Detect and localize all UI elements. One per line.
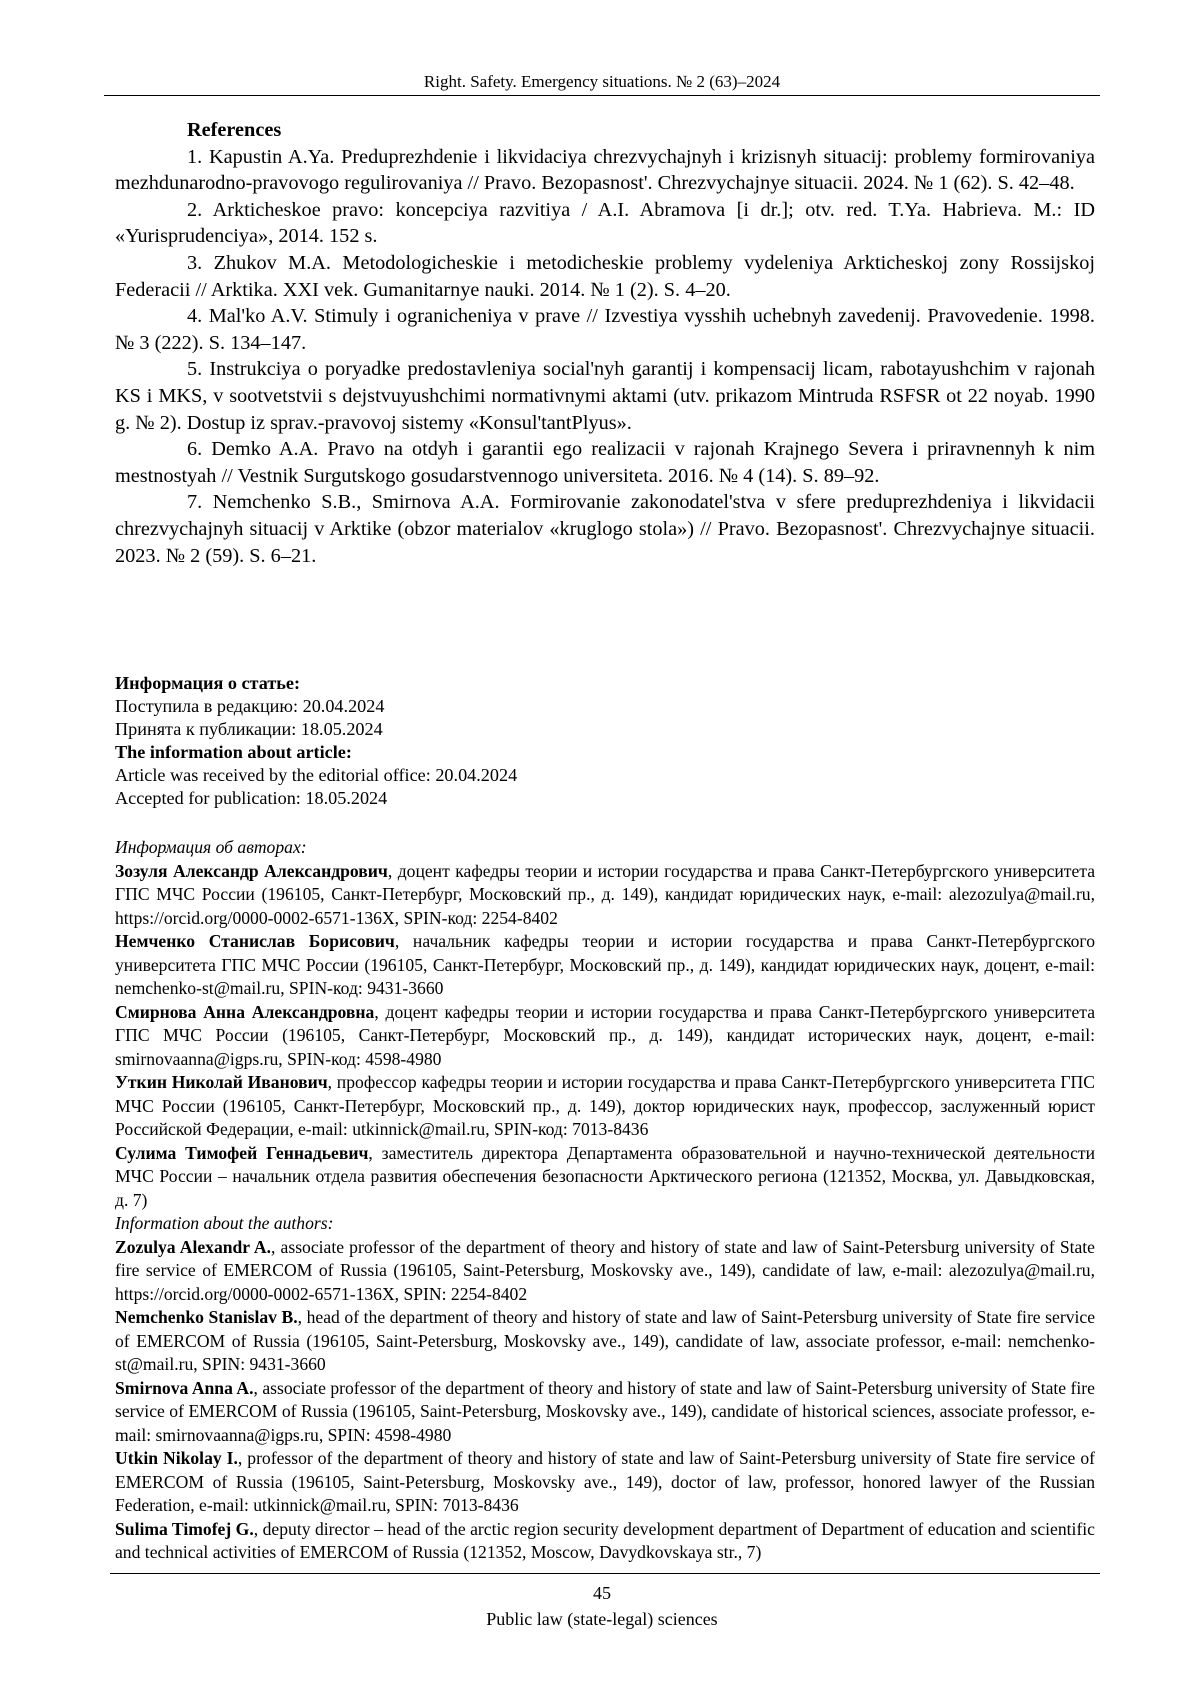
authors-ru-heading: Информация об авторах: [115,837,307,857]
reference-item: 2. Arkticheskoe pravo: koncepciya razvitiya / A.I. Abramova [i dr.]; otv. red. T.Ya. Habrieva. M.: ID «Yurisprudenciya», 2014. 152 s. [115,198,1095,248]
author-details: , заместитель директора Департамента образовательной и научно-технической деятельности МЧС России – начальник отдела развития обеспечения безопасности Арктического региона (121352, Москва, ул. Давыдковская, д. 7) [115,1142,1095,1210]
author-entry-en [115,1447,1095,1518]
author-name: Zozulya Alexandr A. [115,1236,272,1257]
author-details: , доцент кафедры теории и истории государства и права Санкт-Петербургского университета ГПС МЧС России (196105, Санкт-Петербург, Московский пр., д. 149), кандидат юридических наук, e-mail: alezozulya@mail.ru, https://orcid.org/0000-0002-6571-136X, SPIN-код: 2254-8402 [115,860,1096,928]
author-details: , начальник кафедры теории и истории государства и права Санкт-Петербургского университета ГПС МЧС России (196105, Санкт-Петербург, Московский пр., д. 149), кандидат юридических наук, доцент, e-mail: nemchenko-st@mail.ru, SPIN-код: 9431-3660 [115,931,1095,998]
page-footer [104,1580,1100,1632]
author-details: , associate professor of the department of theory and history of state and law of Saint-Petersburg university of State fire service of EMERCOM of Russia (196105, Saint-Petersburg, Moskovsky ave., 149), candidate of historical sciences, associate professor, e-mail: smirnovaanna@igps.ru, SPIN: 4598-4980 [115,1377,1095,1445]
author-name: Utkin Nikolay I. [115,1448,238,1468]
author-name: Smirnova Anna A. [115,1377,254,1398]
page-number: 45 [593,1583,611,1603]
author-name: Nemchenko Stanislav B. [115,1307,298,1327]
article-info-ru-title: Информация о статье: [115,673,301,693]
running-header: Right. Safety. Emergency situations. № 2 (63)–2024 [423,72,781,91]
article-info-ru-accepted: Принята к публикации: 18.05.2024 [115,719,383,739]
author-entry-en [115,1236,1095,1307]
author-entry-en [115,1377,1095,1448]
author-name: Sulima Timofej G. [115,1518,254,1539]
author-details: , head of the department of theory and history of state and law of Saint-Petersburg university of State fire service of EMERCOM of Russia (196105, Saint-Petersburg, Moskovsky ave., 149), candidate of law, associate professor, e-mail: nemchenko-st@mail.ru, SPIN: 9431-3660 [115,1307,1095,1374]
author-details: , associate professor of the department of theory and history of state and law of Saint-Petersburg university of State fire service of EMERCOM of Russia (196105, Saint-Petersburg, Moskovsky ave., 149), candidate of law, e-mail: alezozulya@mail.ru, https://orcid.org/0000-0002-6571-136X, SPIN: 2254-8402 [115,1236,1095,1304]
article-info-en-received: Article was received by the editorial office: 20.04.2024 [115,765,518,785]
reference-item: 7. Nemchenko S.B., Smirnova A.A. Formirovanie zakonodatel'stva v sfere preduprezhdeniya i likvidacii chrezvychajnyh situacij v Arktike (obzor materialov «kruglogo stola») // Pravo. Bezopasnost'. Chrezvychajnye situacii. 2023. № 2 (59). S. 6–21. [115,491,1095,567]
reference-item: 4. Mal'ko A.V. Stimuly i ogranicheniya v prave // Izvestiya vysshih uchebnyh zavedenij. Pravovedenie. 1998. № 3 (222). S. 134–147. [115,305,1095,354]
author-details: , доцент кафедры теории и истории государства и права Санкт-Петербургского университета ГПС МЧС России (196105, Санкт-Петербург, Московский пр., д. 149), кандидат исторических наук, доцент, e-mail: smirnovaanna@igps.ru, SPIN-код: 4598-4980 [115,1001,1096,1069]
author-entry-en [115,1306,1095,1377]
reference-item: 5. Instrukciya o poryadke predostavleniya social'nyh garantij i kompensacij licam, rabotayushchim v rajonah KS i MKS, v sootvetstvii s dejstvuyushchimi normativnymi aktami (utv. prikazom Mintruda RSFSR ot 22 noyab. 1990 g. № 2). Dostup iz sprav.-pravovoj sistemy «Konsul'tantPlyus». [115,358,1095,434]
article-info-en-title: The information about article: [115,742,352,762]
reference-item: 1. Kapustin A.Ya. Preduprezhdenie i likvidaciya chrezvychajnyh i krizisnyh situacij: problemy formirovaniya mezhdunarodno-pravovogo regulirovaniya // Pravo. Bezopasnost'. Chrezvychajnye situacii. 2024. № 1 (62). S. 42–48. [115,145,1095,195]
author-name: Уткин Николай Иванович [115,1072,328,1092]
reference-item: 6. Demko A.A. Pravo na otdyh i garantii ego realizacii v rajonah Krajnego Severa i priravnennyh k nim mestnostyah // Vestnik Surgutskogo gosudarstvennogo universiteta. 2016. № 4 (14). S. 89–92. [115,438,1095,487]
author-details: , deputy director – head of the arctic region security development department of Department of education and scientific and technical activities of EMERCOM of Russia (121352, Moscow, Davydkovskaya str., 7) [115,1518,1095,1562]
references-section [115,117,1095,569]
author-entry-ru [115,1001,1095,1072]
article-info-ru-received: Поступила в редакцию: 20.04.2024 [115,696,385,716]
author-name: Немченко Станислав Борисович [115,931,395,951]
article-info-en-accepted: Accepted for publication: 18.05.2024 [115,788,388,808]
author-entry-ru [115,1142,1095,1213]
references-title: References [187,119,282,141]
reference-item: 3. Zhukov M.A. Metodologicheskie i metodicheskie problemy vydeleniya Arkticheskoj zony Rossijskoj Federacii // Arktika. XXI vek. Gumanitarnye nauki. 2014. № 1 (2). S. 4–20. [115,251,1095,301]
author-name: Сулима Тимофей Геннадьевич [115,1142,369,1163]
authors-section [115,836,1095,1565]
article-info-section [115,672,1095,810]
author-entry-ru [115,930,1095,1001]
author-entry-ru [115,1071,1095,1142]
author-details: , профессор кафедры теории и истории государства и права Санкт-Петербургского университета ГПС МЧС России (196105, Санкт-Петербург, Московский пр., д. 149), доктор юридических наук, профессор, заслуженный юрист Российской Федерации, e-mail: utkinnick@mail.ru, SPIN-код: 7013-8436 [115,1072,1095,1139]
authors-en-heading: Information about the authors: [115,1213,334,1233]
author-details: , professor of the department of theory and history of state and law of Saint-Petersburg university of State fire service of EMERCOM of Russia (196105, Saint-Petersburg, Moskovsky ave., 149), doctor of law, professor, honored lawyer of the Russian Federation, e-mail: utkinnick@mail.ru, SPIN: 7013-8436 [115,1448,1095,1515]
footer-rule [110,1573,1100,1574]
author-name: Зозуля Александр Александрович [115,860,388,881]
author-entry-en [115,1518,1095,1565]
author-entry-ru [115,860,1095,931]
author-name: Смирнова Анна Александровна [115,1001,375,1022]
journal-section: Public law (state-legal) sciences [486,1609,718,1629]
header-rule [104,95,1100,96]
